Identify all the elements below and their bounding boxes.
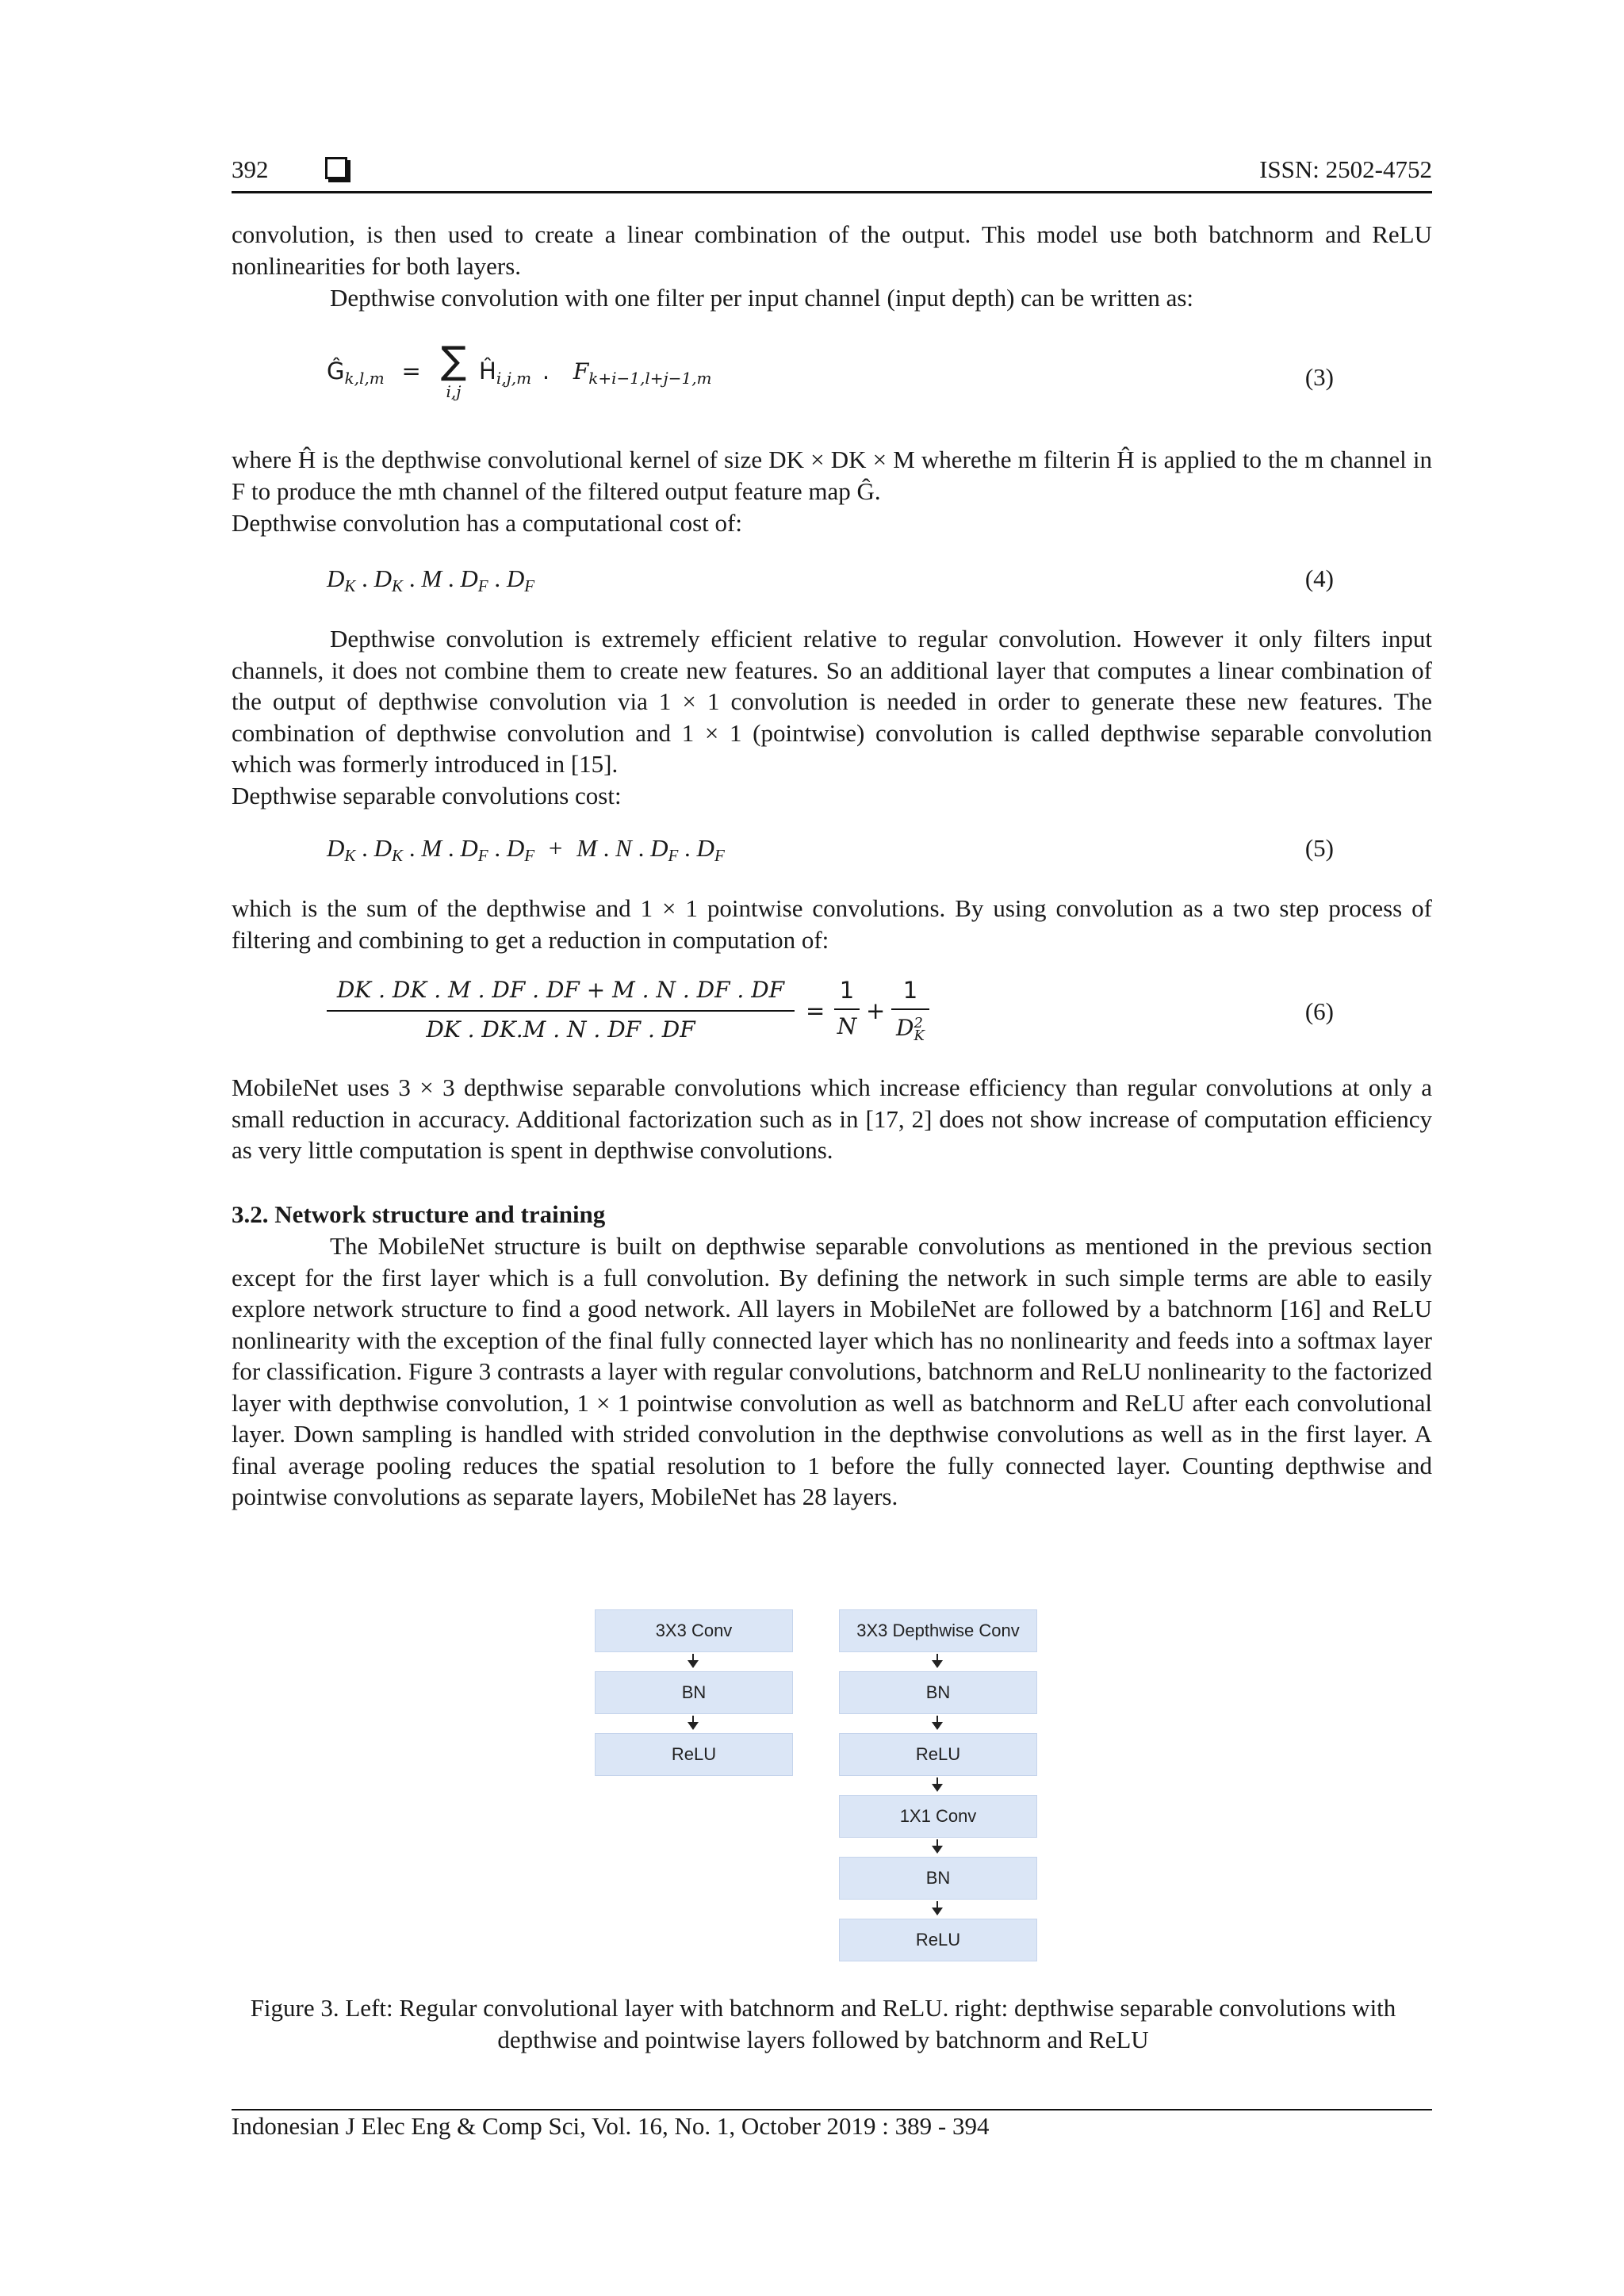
eq-dot: .: [447, 564, 454, 592]
running-footer: Indonesian J Elec Eng & Comp Sci, Vol. 16, No. 1, October 2019 : 389 - 394: [232, 2112, 990, 2140]
eq-symbol: D: [506, 564, 525, 592]
flow-arrow-icon: [692, 1716, 694, 1728]
eq-subscript: i,j: [446, 382, 462, 401]
section-title: 3.2. Network structure and training: [232, 1200, 606, 1228]
eq-dot: .: [542, 358, 550, 385]
eq-dot: .: [638, 834, 645, 862]
eq-symbol: Ĥ: [479, 358, 496, 385]
running-header: [232, 151, 1432, 189]
diagram-block-relu: ReLU: [595, 1733, 793, 1776]
eq-symbol: D: [896, 1015, 914, 1041]
flow-arrow-icon: [936, 1839, 938, 1852]
paragraph-text: Depthwise convolution has a computational cost of:: [232, 509, 742, 537]
equation-number: (6): [1304, 997, 1334, 1025]
eq-symbol: D: [650, 834, 668, 862]
eq-symbol: D: [327, 564, 345, 592]
flow-arrow-icon: [936, 1777, 938, 1790]
eq-symbol: Ĝ: [327, 358, 345, 385]
eq-symbol: D: [327, 834, 345, 862]
eq-dot: .: [408, 564, 416, 592]
eq-plus: +: [548, 834, 563, 862]
flow-arrow-icon: [936, 1654, 938, 1667]
paragraph-cost-intro: [232, 507, 1432, 539]
paragraph-text: Depthwise convolution with one filter per input channel (input depth) can be written as:: [330, 284, 1194, 312]
paragraph-depthwise-intro: [232, 282, 1432, 314]
eq-subscript: K: [392, 846, 404, 865]
paragraph-mobilenet-efficiency: [232, 1072, 1432, 1166]
eq-subscript: F: [477, 846, 488, 865]
eq-dot: .: [494, 564, 501, 592]
equation-5: [232, 834, 1432, 869]
flow-arrow-icon: [692, 1654, 694, 1667]
eq-one: 1: [839, 977, 855, 1004]
eq-subscript: F: [714, 846, 725, 865]
eq-symbol: D: [460, 834, 478, 862]
eq-symbol: N: [837, 1013, 857, 1039]
paragraph-text: Depthwise separable convolutions cost:: [232, 782, 622, 809]
footer-rule: [232, 2109, 1432, 2110]
diagram-block-bn: BN: [595, 1671, 793, 1714]
eq-subscript: K: [344, 846, 356, 865]
equation-number: (4): [1304, 564, 1334, 592]
paragraph-text: convolution, is then used to create a linear combination of the output. This model use both batchnorm and ReLU nonlinearities for both layers.: [232, 220, 1432, 280]
paragraph-kernel-description: [232, 444, 1432, 507]
eq-subscript: K: [344, 576, 356, 595]
sum-symbol: ∑: [440, 339, 467, 383]
eq-subscript: F: [524, 846, 535, 865]
eq-subscript: k,l,m: [344, 369, 385, 388]
eq-equals: =: [806, 997, 825, 1024]
paragraph-continuation: [232, 219, 1432, 281]
figure-caption: Figure 3. Left: Regular convolutional layer with batchnorm and ReLU. right: depthwise separable convolutions with depthwise and pointwise layers followed by batchnorm and ReLU: [250, 1994, 1396, 2053]
eq-symbol: M: [421, 564, 442, 592]
eq-symbol: M: [576, 834, 597, 862]
eq-one: 1: [902, 977, 918, 1004]
eq-equals: =: [401, 358, 421, 385]
diagram-block-relu: ReLU: [839, 1919, 1037, 1961]
flow-arrow-icon: [936, 1716, 938, 1728]
eq-dot: .: [362, 834, 368, 862]
issn: ISSN: 2502-4752: [1259, 155, 1432, 183]
eq-symbol: D: [373, 834, 393, 862]
eq-symbol: D: [506, 834, 525, 862]
paragraph-separable-cost: [232, 780, 1432, 812]
diagram-block-3x3-conv: 3X3 Conv: [595, 1609, 793, 1652]
eq-symbol: M: [421, 834, 442, 862]
diagram-block-1x1-conv: 1X1 Conv: [839, 1795, 1037, 1838]
equation-3: [232, 339, 1432, 427]
eq-subscript: K: [914, 1027, 925, 1044]
eq-subscript: F: [477, 576, 488, 595]
eq-dot: .: [362, 564, 368, 592]
diagram-block-3x3-depthwise-conv: 3X3 Depthwise Conv: [839, 1609, 1037, 1652]
eq-subscript: F: [668, 846, 679, 865]
paragraph-text: Depthwise convolution is extremely efficient relative to regular convolution. However it only filters input channels, it does not combine them to create new features. So an additional layer that computes a linear combination of the output of depthwise convolution via 1 × 1 convolution is needed in order to generate these new features. The combination of depthwise convolution and 1 × 1 (pointwise) convolution is called depthwise separable convolution which was formerly introduced in [15].: [232, 625, 1432, 778]
eq-symbol: D: [460, 564, 478, 592]
diagram-block-bn: BN: [839, 1671, 1037, 1714]
diagram-block-relu: ReLU: [839, 1733, 1037, 1776]
eq-symbol: D: [696, 834, 714, 862]
fraction-denominator: DK . DK.M . N . DF . DF: [426, 1016, 695, 1043]
eq-symbol: N: [615, 834, 632, 862]
section-heading: [232, 1199, 1432, 1230]
eq-dot: .: [494, 834, 501, 862]
equation-number: (5): [1304, 834, 1334, 862]
page-number: 392: [232, 155, 269, 183]
fraction-numerator: DK . DK . M . DF . DF + M . N . DF . DF: [336, 977, 785, 1003]
equation-6: [232, 974, 1432, 1059]
equation-4: [232, 564, 1432, 599]
flow-arrow-icon: [936, 1901, 938, 1914]
fraction-bar: [327, 1010, 795, 1012]
eq-superscript: 2: [914, 1014, 923, 1031]
equation-number: (3): [1304, 363, 1334, 391]
diagram-block-bn: BN: [839, 1857, 1037, 1900]
paragraph-text: which is the sum of the depthwise and 1 × 1 pointwise convolutions. By using convolution as a two step process of filtering and combining to get a reduction in computation of:: [232, 894, 1432, 954]
eq-subscript: i,j,m: [496, 369, 532, 388]
paragraph-text: where Ĥ is the depthwise convolutional kernel of size DK × DK × M wherethe m filterin Ĥ is applied to the m channel in F to produce the mth channel of the filtered output feature map Ĝ.: [232, 446, 1432, 505]
paragraph-sum-explanation: [232, 893, 1432, 955]
eq-dot: .: [603, 834, 610, 862]
paragraph-network-structure: [232, 1230, 1432, 1513]
eq-plus: +: [866, 997, 886, 1024]
eq-dot: .: [684, 834, 691, 862]
eq-subscript: K: [392, 576, 404, 595]
eq-subscript: F: [524, 576, 535, 595]
paragraph-efficiency: [232, 623, 1432, 780]
eq-dot: .: [408, 834, 416, 862]
paragraph-text: MobileNet uses 3 × 3 depthwise separable convolutions which increase efficiency than regular convolutions at only a small reduction in accuracy. Additional factorization such as in [17, 2] does not show increase of computation efficiency as very little computation is spent in depthwise convolutions.: [232, 1073, 1432, 1164]
eq-subscript: k+i−1,l+j−1,m: [588, 369, 712, 388]
eq-symbol: F: [573, 358, 589, 385]
paragraph-text: The MobileNet structure is built on depthwise separable convolutions as mentioned in the previous section except for the first layer which is a full convolution. By defining the network in such simple terms are able to easily explore network structure to find a good network. All layers in MobileNet are followed by a batchnorm [16] and ReLU nonlinearity with the exception of the final fully connected layer which has no nonlinearity and feeds into a softmax layer for classification. Figure 3 contrasts a layer with regular convolutions, batchnorm and ReLU nonlinearity to the factorized layer with depthwise convolution, 1 × 1 pointwise convolution as well as batchnorm and ReLU after each convolutional layer. Down sampling is handled with strided convolution in the depthwise convolutions as well as in the first layer. A final average pooling reduces the spatial resolution to 1 before the fully connected layer. Counting depthwise and pointwise convolutions as separate layers, MobileNet has 28 layers.: [232, 1232, 1432, 1510]
header-rule: [232, 191, 1432, 193]
eq-symbol: D: [373, 564, 393, 592]
box-bullet-icon: [325, 157, 347, 179]
figure-3-diagram: [555, 1601, 1063, 1966]
eq-dot: .: [447, 834, 454, 862]
